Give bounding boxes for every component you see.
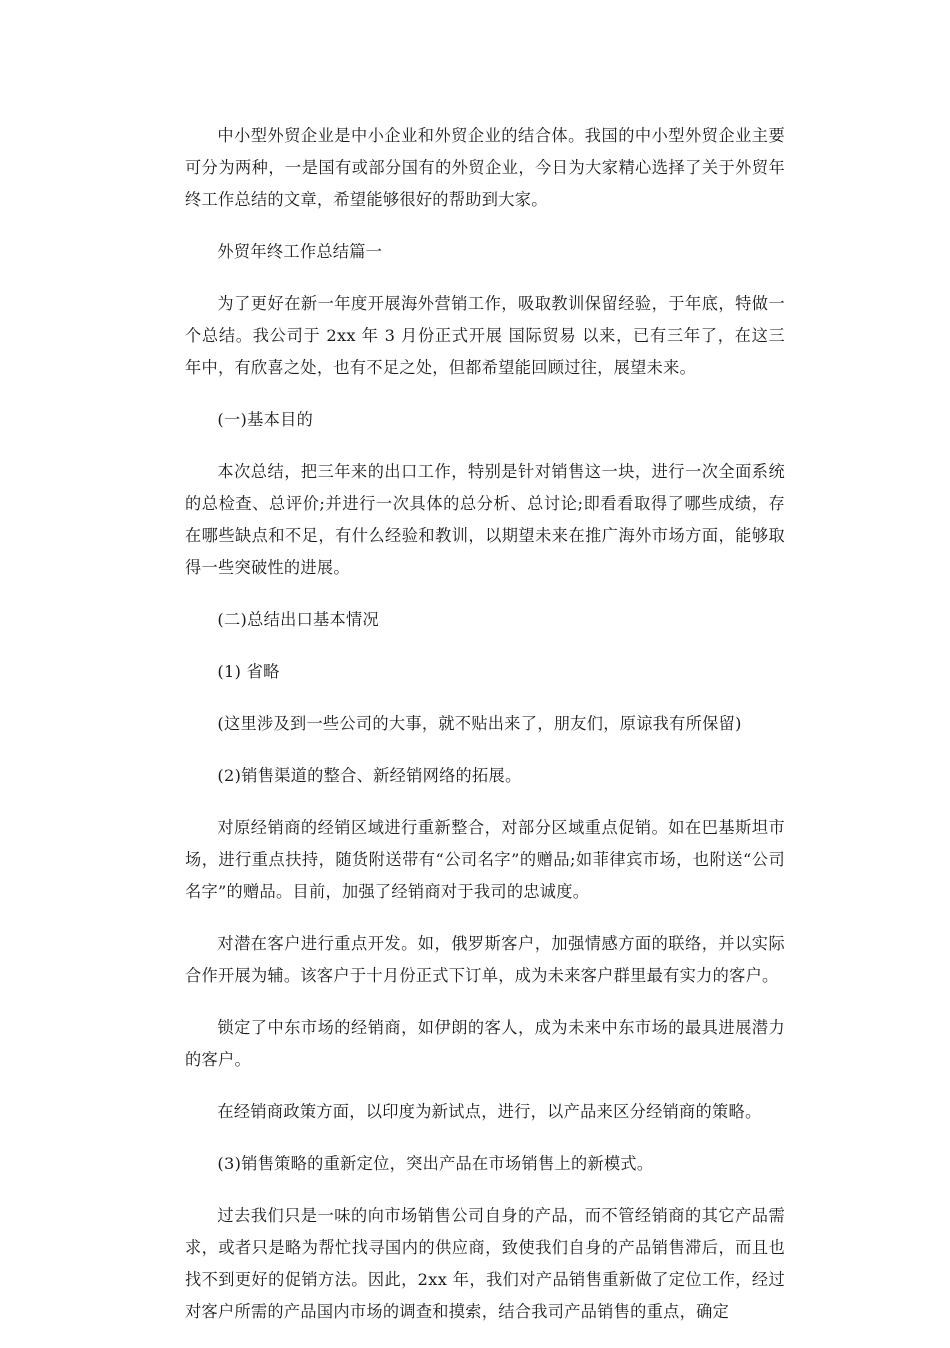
document-body (185, 120, 785, 1348)
subheading-basic-purpose: (一)基本目的 (217, 410, 314, 429)
subheading-export-situation: (二)总结出口基本情况 (217, 610, 380, 629)
intro-paragraph: 中小型外贸企业是中小企业和外贸企业的结合体。我国的中小型外贸企业主要可分为两种，一是国有或部分国有的外贸企业，今日为大家精心选择了关于外贸年终工作总结的文章，希望能够很好的帮助到大家。 (185, 126, 785, 209)
distributor-policy-paragraph: 在经销商政策方面，以印度为新试点，进行，以产品来区分经销商的策略。 (217, 1102, 762, 1121)
distributor-integration-paragraph: 对原经销商的经销区域进行重新整合，对部分区域重点促销。如在巴基斯坦市场，进行重点扶持，随货附送带有“公司名字”的赠品;如菲律宾市场，也附送“公司名字”的赠品。目前，加强了经销商对于我司的忠诚度。 (185, 818, 785, 901)
section-title: 外贸年终工作总结篇一 (217, 242, 383, 261)
potential-customer-paragraph: 对潜在客户进行重点开发。如，俄罗斯客户，加强情感方面的联络，并以实际合作开展为辅。该客户于十月份正式下订单，成为未来客户群里最有实力的客户。 (185, 934, 785, 985)
item-2-channels: (2)销售渠道的整合、新经销网络的拓展。 (217, 766, 522, 785)
item-3-strategy: (3)销售策略的重新定位，突出产品在市场销售上的新模式。 (217, 1154, 654, 1173)
strategy-paragraph: 过去我们只是一味的向市场销售公司自身的产品，而不管经销商的其它产品需求，或者只是略为帮忙找寻国内的供应商，致使我们自身的产品销售滞后，而且也找不到更好的促销方法。因此，2xx 年，我们对产品销售重新做了定位工作，经过对客户所需的产品国内市场的调查和摸索，结合我司产品销售的重点，确定 (185, 1206, 785, 1321)
purpose-paragraph: 本次总结，把三年来的出口工作，特别是针对销售这一块，进行一次全面系统的总检查、总评价;并进行一次具体的总分析、总讨论;即看看取得了哪些成绩，存在哪些缺点和不足，有什么经验和教训，以期望未来在推广海外市场方面，能够取得一些突破性的进展。 (185, 462, 785, 577)
omitted-note: (这里涉及到一些公司的大事，就不贴出来了，朋友们，原谅我有所保留) (217, 714, 742, 733)
overview-paragraph: 为了更好在新一年度开展海外营销工作，吸取教训保留经验，于年底，特做一个总结。我公司于 2xx 年 3 月份正式开展 国际贸易 以来，已有三年了，在这三年中，有欣喜之处，也有不足之处，但都希望能回顾过往，展望未来。 (185, 294, 785, 377)
item-1-omitted: (1) 省略 (217, 662, 280, 681)
middle-east-paragraph: 锁定了中东市场的经销商，如伊朗的客人，成为未来中东市场的最具进展潜力的客户。 (185, 1018, 785, 1069)
